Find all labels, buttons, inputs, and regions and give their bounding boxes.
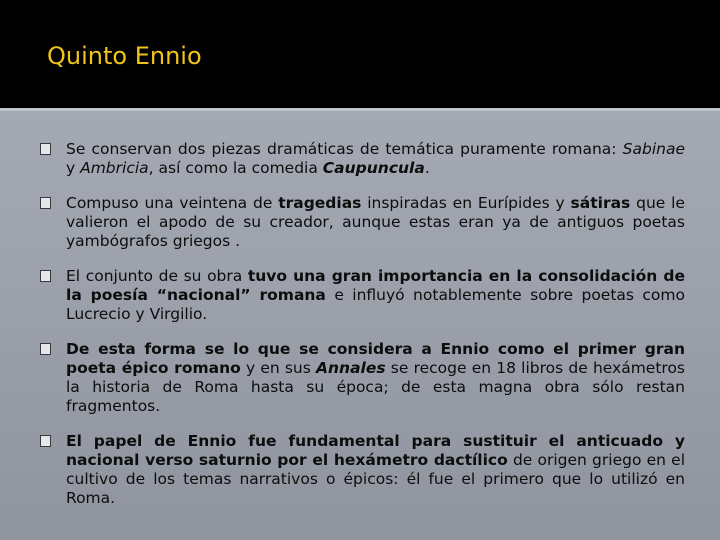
slide-title: Quinto Ennio — [47, 42, 202, 70]
bullet-text — [66, 432, 685, 507]
bullet-box-icon — [40, 270, 51, 282]
title-divider — [0, 108, 720, 111]
bullet-text-segment: de origen griego en el cultivo de los temas narrativos o épicos: él fue el primero que lo utilizó en Roma. — [66, 451, 686, 507]
bullet-text-segment: . — [424, 159, 430, 177]
bullet-text-segment: y en sus — [240, 359, 317, 377]
bullet-text-segment: Ambricia — [80, 159, 149, 177]
bullet-box-icon — [40, 143, 51, 155]
bullet-text-segment: De esta forma se lo que se considera a Ennio como el primer gran poeta épico romano — [66, 340, 685, 377]
bullet-item — [40, 340, 685, 416]
bullet-text-segment: Se conservan dos piezas dramáticas de temática puramente romana: — [66, 140, 623, 158]
bullet-item — [40, 194, 685, 251]
bullet-text-segment: Sabinae — [622, 140, 685, 158]
bullet-box-icon — [40, 343, 51, 355]
bullet-list — [40, 140, 685, 524]
bullet-text-segment: Compuso una veintena de — [66, 194, 279, 212]
bullet-text-segment: inspiradas en Eurípides y — [361, 194, 571, 212]
bullet-text — [66, 194, 685, 250]
bullet-item — [40, 140, 685, 178]
title-bar — [0, 0, 720, 108]
bullet-text — [66, 267, 685, 323]
bullet-text-segment: Caupuncula — [322, 159, 425, 177]
bullet-text-segment: tuvo una gran importancia en la consolidación de la poesía “nacional” romana — [66, 267, 685, 304]
bullet-text-segment: , así como la comedia — [148, 159, 323, 177]
bullet-text — [66, 340, 685, 415]
bullet-box-icon — [40, 435, 51, 447]
bullet-text-segment: se recoge en 18 libros de hexámetros la historia de Roma hasta su época; de esta magna obra sólo restan fragmentos. — [66, 359, 686, 415]
bullet-item — [40, 267, 685, 324]
bullet-box-icon — [40, 197, 51, 209]
bullet-text-segment: El papel de Ennio fue fundamental para sustituir el anticuado y nacional verso saturnio por el hexámetro dactílico — [66, 432, 685, 469]
bullet-text-segment: tragedias — [278, 194, 362, 212]
bullet-text-segment: sátiras — [570, 194, 631, 212]
bullet-text-segment: que le valieron el apodo de su creador, aunque estas eran ya de antiguos poetas yambógrafos griegos . — [66, 194, 685, 250]
bullet-item — [40, 432, 685, 508]
bullet-text-segment: El conjunto de su obra — [66, 267, 248, 285]
bullet-text-segment: Annales — [316, 359, 386, 377]
bullet-text — [66, 140, 685, 177]
bullet-text-segment: e influyó notablemente sobre poetas como Lucrecio y Virgilio. — [66, 286, 685, 323]
bullet-text-segment: y — [66, 159, 81, 177]
